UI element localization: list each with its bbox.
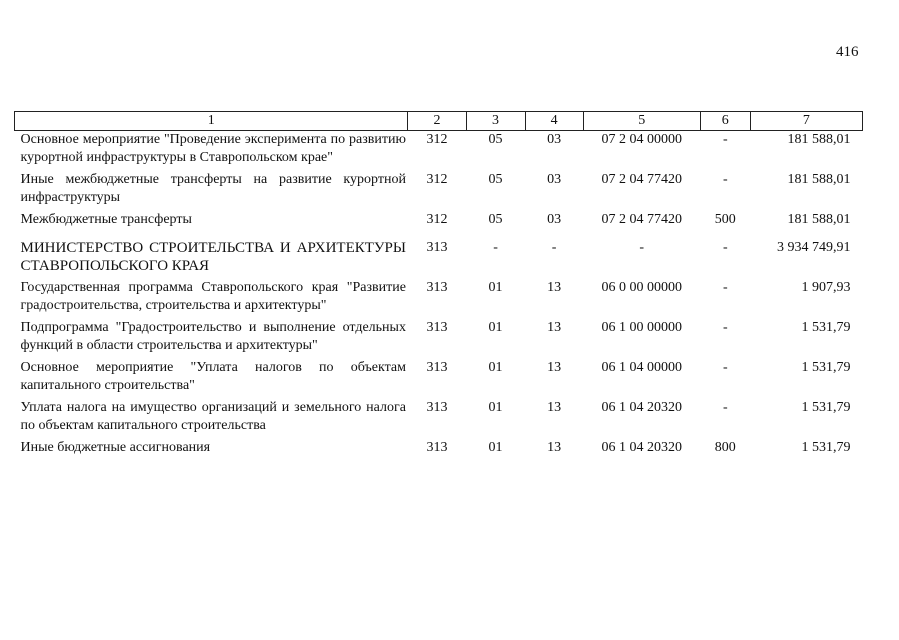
row-expense-type: -: [722, 280, 728, 295]
row-name: Иные бюджетные ассигнования: [20, 440, 211, 455]
row-section: 01: [488, 440, 503, 455]
row-ministry-code: 312: [426, 132, 448, 147]
row-target-article: 06 0 00 00000: [601, 280, 682, 295]
row-ministry-code: 313: [426, 240, 448, 255]
column-header: 5: [583, 112, 700, 131]
row-ministry-code: 313: [426, 360, 448, 375]
row-amount: 181 588,01: [787, 132, 851, 147]
row-subsection: 03: [547, 172, 562, 187]
row-subsection: 03: [547, 212, 562, 227]
row-expense-type: -: [722, 132, 728, 147]
table-row: [15, 131, 863, 172]
row-ministry-code: 312: [426, 212, 448, 227]
row-expense-type: -: [722, 360, 728, 375]
row-ministry-code: 313: [426, 440, 448, 455]
column-header: 3: [466, 112, 525, 131]
header-row: [15, 112, 863, 131]
table-row: [15, 439, 863, 461]
row-subsection: 13: [547, 400, 562, 415]
row-name: Государственная программа Ставропольского края "Развитие градостроительства, строительства и архитектуры": [20, 280, 406, 313]
row-subsection: 13: [547, 280, 562, 295]
table-row: [15, 233, 863, 279]
row-target-article: 06 1 00 00000: [601, 320, 682, 335]
row-section: 01: [488, 360, 503, 375]
row-subsection: 03: [547, 132, 562, 147]
row-target-article: 07 2 04 00000: [601, 132, 682, 147]
row-name: Основное мероприятие "Уплата налогов по объектам капитального строительства": [20, 360, 406, 393]
column-header: 1: [15, 112, 408, 131]
table-row: [15, 279, 863, 319]
row-name: Подпрограмма "Градостроительство и выполнение отдельных функций в области строительства и архитектуры": [20, 320, 406, 353]
row-amount: 1 531,79: [801, 400, 851, 415]
row-section: 05: [488, 212, 503, 227]
column-header: 7: [750, 112, 862, 131]
row-target-article: 06 1 04 00000: [601, 360, 682, 375]
row-subsection: -: [551, 240, 557, 255]
row-amount: 3 934 749,91: [777, 240, 851, 255]
row-section: 05: [488, 172, 503, 187]
row-target-article: 07 2 04 77420: [601, 172, 682, 187]
row-expense-type: -: [722, 240, 728, 255]
row-subsection: 13: [547, 440, 562, 455]
row-name: Основное мероприятие "Проведение эксперимента по развитию курортной инфраструктуры в Ставропольском крае": [20, 132, 406, 165]
table-row: [15, 211, 863, 233]
budget-table: [14, 111, 863, 461]
row-ministry-code: 313: [426, 280, 448, 295]
row-section: -: [493, 240, 498, 255]
row-amount: 1 531,79: [801, 320, 851, 335]
row-target-article: -: [639, 240, 645, 255]
table-row: [15, 359, 863, 399]
row-ministry-code: 313: [426, 320, 448, 335]
row-expense-type: 500: [714, 212, 736, 227]
row-expense-type: -: [722, 400, 728, 415]
page-number: 416: [836, 44, 859, 60]
row-section: 05: [488, 132, 503, 147]
row-target-article: 06 1 04 20320: [601, 400, 682, 415]
column-header: 6: [700, 112, 750, 131]
row-section: 01: [488, 320, 503, 335]
row-amount: 1 531,79: [801, 360, 851, 375]
row-name: Уплата налога на имущество организаций и земельного налога по объектам капитального строительства: [20, 400, 406, 433]
row-amount: 181 588,01: [787, 212, 851, 227]
row-expense-type: -: [722, 172, 728, 187]
table-row: [15, 319, 863, 359]
row-subsection: 13: [547, 320, 562, 335]
row-name: Межбюджетные трансферты: [20, 212, 192, 227]
row-amount: 1 907,93: [801, 280, 851, 295]
row-subsection: 13: [547, 360, 562, 375]
row-name: Иные межбюджетные трансферты на развитие курортной инфраструктуры: [20, 172, 406, 205]
row-amount: 1 531,79: [801, 440, 851, 455]
row-name: МИНИСТЕРСТВО СТРОИТЕЛЬСТВА И АРХИТЕКТУРЫ СТАВРОПОЛЬСКОГО КРАЯ: [20, 240, 406, 274]
row-amount: 181 588,01: [787, 172, 851, 187]
row-ministry-code: 312: [426, 172, 448, 187]
row-expense-type: 800: [714, 440, 736, 455]
row-section: 01: [488, 400, 503, 415]
row-expense-type: -: [722, 320, 728, 335]
row-target-article: 07 2 04 77420: [601, 212, 682, 227]
column-header: 4: [525, 112, 583, 131]
column-header: 2: [408, 112, 466, 131]
row-section: 01: [488, 280, 503, 295]
row-target-article: 06 1 04 20320: [601, 440, 682, 455]
table-row: [15, 171, 863, 211]
row-ministry-code: 313: [426, 400, 448, 415]
table-row: [15, 399, 863, 439]
